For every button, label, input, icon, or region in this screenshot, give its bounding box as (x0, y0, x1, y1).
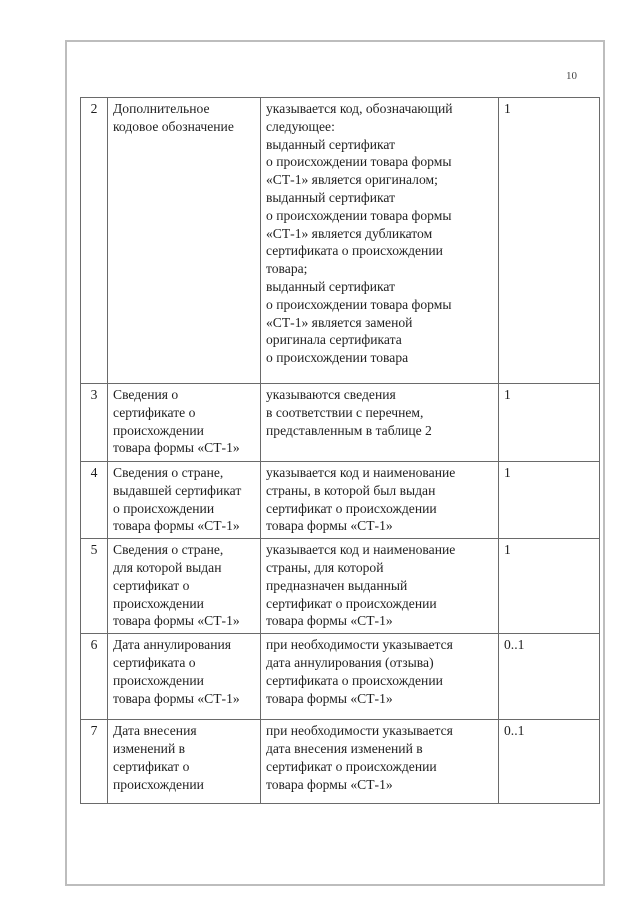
requisite-description-line: о происхождении товара формы (266, 207, 452, 223)
requisite-description-line: о происхождении товара формы (266, 296, 452, 312)
requisite-description-line: выданный сертификат (266, 189, 396, 205)
requisite-description-line: сертификат о происхождении (266, 758, 437, 774)
requisite-name-line: происхождении (113, 776, 204, 792)
requisite-name-line: Сведения о стране, (113, 465, 224, 480)
requisite-description-line: «СТ-1» является дубликатом (266, 225, 433, 241)
multiplicity-cell: 1 (499, 384, 600, 462)
row-number: 5 (81, 539, 108, 634)
requisite-description-line: указываются сведения (266, 387, 396, 402)
requisite-description-line: при необходимости указывается (266, 637, 453, 653)
requisite-description-cell (261, 720, 499, 804)
requisite-description-cell (261, 384, 499, 462)
requisite-description-line: при необходимости указывается (266, 723, 453, 739)
requisite-description-cell (261, 98, 499, 384)
requisite-name-cell (108, 720, 261, 804)
requisite-name-line: товара формы «СТ-1» (113, 690, 240, 706)
requisite-name-line: происхождении (113, 595, 204, 611)
requisite-name-line: сертификат о (113, 758, 190, 774)
requisite-description-line: сертификат о происхождении (266, 595, 437, 611)
page-number: 10 (566, 70, 577, 82)
requisite-name-cell (108, 462, 261, 539)
table-row (81, 384, 600, 462)
requisite-name-line: Дополнительное (113, 101, 210, 116)
table-row (81, 462, 600, 539)
requisite-description-line: сертификат о происхождении (266, 500, 437, 516)
requisite-name-cell (108, 98, 261, 384)
multiplicity-cell: 1 (499, 98, 600, 384)
requisite-description-line: предназначен выданный (266, 577, 408, 593)
multiplicity-cell: 1 (499, 539, 600, 634)
table-row (81, 720, 600, 804)
multiplicity-cell: 0..1 (499, 634, 600, 720)
requisite-name-line: сертификата о (113, 654, 196, 670)
requisite-description-line: выданный сертификат (266, 278, 396, 294)
multiplicity-cell: 1 (499, 462, 600, 539)
requisite-name-line: товара формы «СТ-1» (113, 613, 240, 629)
requisite-description-line: сертификата о происхождении (266, 672, 443, 688)
requisite-description-line: сертификата о происхождении (266, 243, 443, 259)
requisite-description-line: указывается код и наименование (266, 465, 456, 480)
requisite-name-line: происхождении (113, 422, 204, 438)
requisite-description-line: страны, в которой был выдан (266, 482, 436, 498)
multiplicity-cell: 0..1 (499, 720, 600, 804)
requisite-name-line: товара формы «СТ-1» (113, 518, 240, 534)
requisite-description-line: о происхождении товара (266, 350, 409, 366)
requisite-description-line: в соответствии с перечнем, (266, 404, 424, 420)
requisite-description-line: представленным в таблице 2 (266, 422, 432, 438)
requisite-name-line: Дата внесения (113, 723, 197, 739)
requisite-name-cell (108, 539, 261, 634)
requisite-description-line: выданный сертификат (266, 136, 396, 152)
requisite-name-line: Сведения о стране, (113, 542, 224, 558)
requisite-name-line: сертификат о (113, 577, 190, 593)
requisite-description-line: «СТ-1» является заменой (266, 314, 413, 330)
table-row (81, 539, 600, 634)
requisite-description-line: товара формы «СТ-1» (266, 613, 393, 629)
requisite-name-line: происхождении (113, 672, 204, 688)
row-number: 3 (81, 384, 108, 462)
requisite-description-line: указывается код, обозначающий (266, 101, 453, 116)
requisite-description-cell (261, 634, 499, 720)
requisite-description-line: товара формы «СТ-1» (266, 518, 393, 534)
requisite-description-cell (261, 539, 499, 634)
requisite-description-line: о происхождении товара формы (266, 154, 452, 170)
requisite-name-line: изменений в (113, 740, 186, 756)
requisite-name-line: сертификате о (113, 404, 196, 420)
requisite-name-line: выдавшей сертификат (113, 482, 242, 498)
requisite-name-line: о происхождении (113, 500, 215, 516)
requisite-name-line: Сведения о (113, 387, 179, 402)
requisite-description-line: следующее: (266, 118, 335, 134)
requisite-description-line: указывается код и наименование (266, 542, 456, 558)
requisite-description-line: страны, для которой (266, 559, 384, 575)
requisites-table (80, 97, 600, 804)
table-row (81, 98, 600, 384)
table-row (81, 634, 600, 720)
requisite-description-cell (261, 462, 499, 539)
requisite-description-line: товара; (266, 261, 308, 277)
requisite-description-line: товара формы «СТ-1» (266, 776, 393, 792)
requisite-description-line: товара формы «СТ-1» (266, 690, 393, 706)
requisite-name-line: для которой выдан (113, 559, 222, 575)
requisite-description-line: «СТ-1» является оригиналом; (266, 172, 438, 188)
requisite-name-cell (108, 634, 261, 720)
requisite-name-line: кодовое обозначение (113, 118, 234, 134)
row-number: 2 (81, 98, 108, 384)
requisite-description-line: оригинала сертификата (266, 332, 402, 348)
row-number: 7 (81, 720, 108, 804)
requisite-name-line: Дата аннулирования (113, 637, 232, 653)
row-number: 4 (81, 462, 108, 539)
requisite-name-line: товара формы «СТ-1» (113, 440, 240, 456)
requisite-description-line: дата аннулирования (отзыва) (266, 654, 434, 670)
row-number: 6 (81, 634, 108, 720)
requisites-table-body (81, 98, 600, 804)
requisite-description-line: дата внесения изменений в (266, 740, 423, 756)
requisite-name-cell (108, 384, 261, 462)
